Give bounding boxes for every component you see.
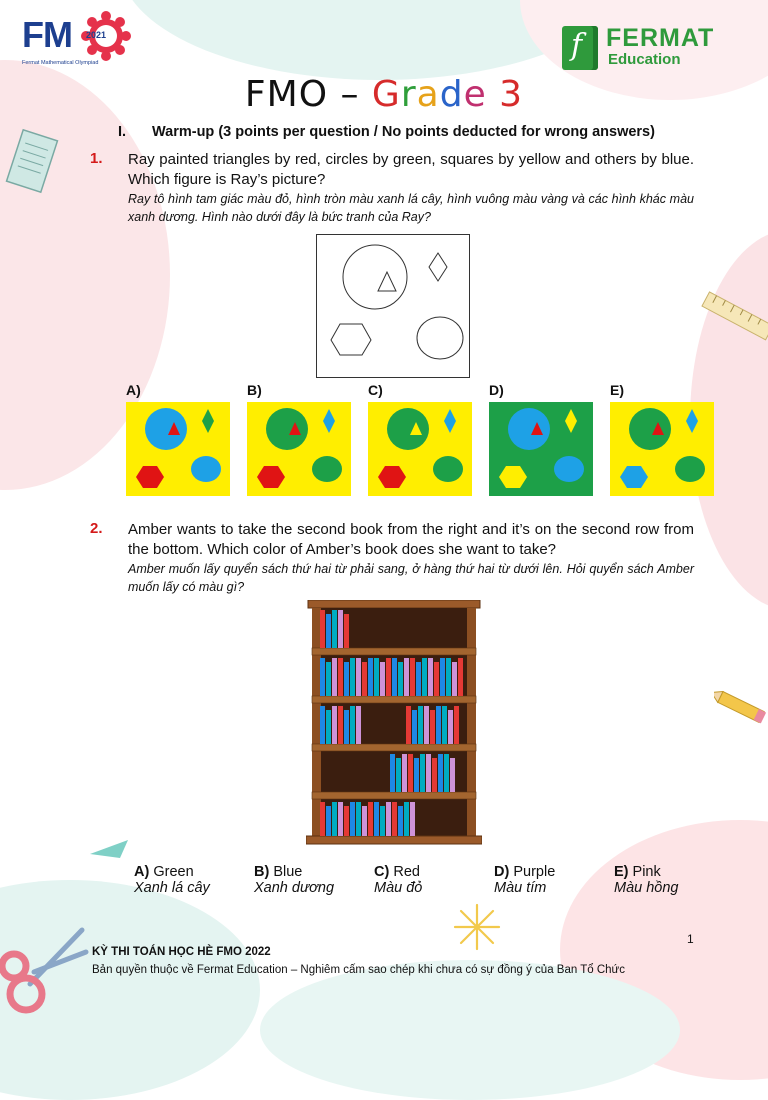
book bbox=[392, 802, 397, 836]
fermat-book-icon: f bbox=[562, 26, 598, 70]
book bbox=[386, 802, 391, 836]
scissors-icon bbox=[0, 924, 90, 1024]
book bbox=[338, 802, 343, 836]
answer-text-en: Green bbox=[153, 864, 194, 880]
book bbox=[350, 658, 355, 696]
book bbox=[320, 802, 325, 836]
question-1-number: 1. bbox=[90, 150, 103, 167]
page-title: FMO – Grade 3 bbox=[244, 74, 524, 115]
section-number: I. bbox=[118, 124, 127, 140]
book bbox=[386, 658, 391, 696]
book bbox=[344, 662, 349, 696]
shelf-board bbox=[312, 696, 476, 703]
ruler-icon bbox=[700, 284, 768, 344]
book bbox=[422, 658, 427, 696]
book bbox=[344, 614, 349, 648]
book bbox=[446, 658, 451, 696]
book bbox=[398, 806, 403, 836]
option-small-circle bbox=[675, 456, 705, 482]
book bbox=[402, 754, 407, 792]
answer-letter: B) bbox=[254, 864, 274, 880]
option-big-circle bbox=[508, 408, 550, 450]
book bbox=[408, 754, 413, 792]
book bbox=[434, 662, 439, 696]
title-letter: e bbox=[463, 74, 487, 115]
option-label: D) bbox=[489, 382, 504, 398]
book bbox=[332, 610, 337, 648]
answer-text-vi: Xanh lá cây bbox=[134, 880, 210, 896]
book bbox=[398, 662, 403, 696]
title-letter: G bbox=[371, 74, 401, 115]
pencil-icon bbox=[714, 682, 768, 732]
book bbox=[392, 658, 397, 696]
title-grade-number: 3 bbox=[486, 74, 524, 115]
answer-text-vi: Màu đỏ bbox=[374, 880, 423, 896]
answer-option[interactable] bbox=[374, 864, 422, 896]
book bbox=[420, 754, 425, 792]
fmo-logo bbox=[22, 10, 132, 70]
book bbox=[396, 758, 401, 792]
answer-letter: D) bbox=[494, 864, 514, 880]
triangle-deco-icon bbox=[90, 838, 130, 860]
answer-text-en: Red bbox=[393, 864, 420, 880]
book bbox=[368, 802, 373, 836]
book bbox=[356, 658, 361, 696]
book bbox=[320, 610, 325, 648]
fermat-logo-name: FERMAT bbox=[606, 24, 715, 52]
option-label: B) bbox=[247, 382, 262, 398]
book bbox=[344, 710, 349, 744]
book bbox=[390, 754, 395, 792]
shelf-board bbox=[312, 792, 476, 799]
book bbox=[414, 758, 419, 792]
question-2-number: 2. bbox=[90, 520, 103, 537]
book bbox=[418, 706, 423, 744]
question-2-text-en: Amber wants to take the second book from the right and it’s on the second row from the bottom. Which color of Amber’s book does she want to take? bbox=[128, 521, 694, 558]
option-picture[interactable] bbox=[126, 402, 230, 496]
answer-text-vi: Xanh dương bbox=[254, 880, 335, 896]
bookshelf-illustration bbox=[306, 600, 482, 848]
book bbox=[416, 662, 421, 696]
question-1-text-en: Ray painted triangles by red, circles by green, squares by yellow and others by blue. Which figure is Ray’s picture? bbox=[128, 151, 694, 188]
book bbox=[410, 802, 415, 836]
section-title: Warm-up (3 points per question / No points deducted for wrong answers) bbox=[152, 124, 655, 140]
option-small-circle bbox=[312, 456, 342, 482]
answer-option[interactable] bbox=[494, 864, 555, 896]
fmo-logo-tagline: Fermat Mathematical Olympiad bbox=[22, 60, 99, 66]
option-label: C) bbox=[368, 382, 383, 398]
option-label: A) bbox=[126, 382, 141, 398]
book bbox=[452, 662, 457, 696]
title-grade-word bbox=[372, 74, 487, 115]
book bbox=[404, 658, 409, 696]
fmo-logo-year: 2021 bbox=[86, 30, 107, 40]
book bbox=[356, 802, 361, 836]
book bbox=[344, 806, 349, 836]
book bbox=[404, 802, 409, 836]
book bbox=[368, 658, 373, 696]
book bbox=[350, 706, 355, 744]
reference-picture bbox=[316, 234, 470, 378]
fermat-logo-sub: Education bbox=[608, 51, 681, 68]
book bbox=[326, 710, 331, 744]
title-letter: a bbox=[416, 74, 440, 115]
option-big-circle bbox=[387, 408, 429, 450]
book bbox=[320, 658, 325, 696]
answer-option[interactable] bbox=[254, 864, 334, 896]
book bbox=[326, 662, 331, 696]
book bbox=[444, 754, 449, 792]
answer-text-en: Blue bbox=[273, 864, 303, 880]
book bbox=[430, 710, 435, 744]
book bbox=[326, 614, 331, 648]
option-label: E) bbox=[610, 382, 624, 398]
question-1-text-vi: Ray tô hình tam giác màu đỏ, hình tròn màu xanh lá cây, hình vuông màu vàng và các hình khác màu xanh dương. Hình nào dưới đây là bức tranh của Ray? bbox=[128, 192, 694, 224]
book bbox=[338, 706, 343, 744]
option-big-circle bbox=[629, 408, 671, 450]
book bbox=[424, 706, 429, 744]
option-picture[interactable] bbox=[610, 402, 714, 496]
answer-letter: C) bbox=[374, 864, 394, 880]
book bbox=[436, 706, 441, 744]
footer-copyright: Bản quyền thuộc về Fermat Education – Nghiêm cấm sao chép khi chưa có sự đồng ý của Ban Tổ Chức bbox=[92, 964, 626, 976]
section-heading bbox=[118, 124, 655, 140]
book bbox=[332, 658, 337, 696]
shelf-board bbox=[312, 648, 476, 655]
sparkle-icon bbox=[452, 902, 502, 952]
book bbox=[380, 806, 385, 836]
answer-letter: E) bbox=[614, 864, 633, 880]
option-picture[interactable] bbox=[247, 402, 351, 496]
book bbox=[380, 662, 385, 696]
option-picture[interactable] bbox=[368, 402, 472, 496]
page-number: 1 bbox=[687, 932, 694, 946]
book bbox=[362, 662, 367, 696]
book bbox=[428, 658, 433, 696]
book bbox=[410, 658, 415, 696]
book bbox=[440, 658, 445, 696]
shelf-board bbox=[312, 744, 476, 751]
book bbox=[338, 610, 343, 648]
option-picture[interactable] bbox=[489, 402, 593, 496]
book bbox=[406, 706, 411, 744]
option-big-circle bbox=[266, 408, 308, 450]
book bbox=[320, 706, 325, 744]
bg-blob-teal-bottom bbox=[260, 960, 680, 1100]
book bbox=[356, 706, 361, 744]
title-letter: r bbox=[400, 74, 417, 115]
book bbox=[374, 658, 379, 696]
book bbox=[432, 758, 437, 792]
notebook-icon bbox=[4, 126, 60, 196]
book bbox=[338, 658, 343, 696]
book bbox=[458, 658, 463, 696]
book bbox=[442, 706, 447, 744]
book bbox=[362, 806, 367, 836]
book bbox=[332, 802, 337, 836]
answer-letter: A) bbox=[134, 864, 154, 880]
option-small-circle bbox=[433, 456, 463, 482]
answer-text-en: Purple bbox=[513, 864, 556, 880]
fermat-logo bbox=[562, 24, 752, 72]
option-small-circle bbox=[191, 456, 221, 482]
book bbox=[438, 754, 443, 792]
footer-title: KỲ THI TOÁN HỌC HÈ FMO 2022 bbox=[92, 946, 271, 958]
book bbox=[426, 754, 431, 792]
answer-option[interactable] bbox=[134, 864, 210, 896]
book bbox=[350, 802, 355, 836]
book bbox=[448, 710, 453, 744]
book bbox=[332, 706, 337, 744]
book bbox=[450, 758, 455, 792]
book bbox=[374, 802, 379, 836]
fmo-logo-text: FM bbox=[22, 14, 72, 55]
title-letter: d bbox=[439, 74, 464, 115]
book bbox=[412, 710, 417, 744]
option-small-circle bbox=[554, 456, 584, 482]
answer-text-vi: Màu hồng bbox=[614, 880, 679, 896]
answer-text-en: Pink bbox=[632, 864, 661, 880]
book bbox=[326, 806, 331, 836]
option-big-circle bbox=[145, 408, 187, 450]
question-2-text-vi: Amber muốn lấy quyển sách thứ hai từ phải sang, ở hàng thứ hai từ dưới lên. Hỏi quyển sách Amber muốn lấy có màu gì? bbox=[128, 562, 694, 594]
book bbox=[454, 706, 459, 744]
answer-option[interactable] bbox=[614, 864, 679, 896]
answer-text-vi: Màu tím bbox=[494, 880, 547, 896]
